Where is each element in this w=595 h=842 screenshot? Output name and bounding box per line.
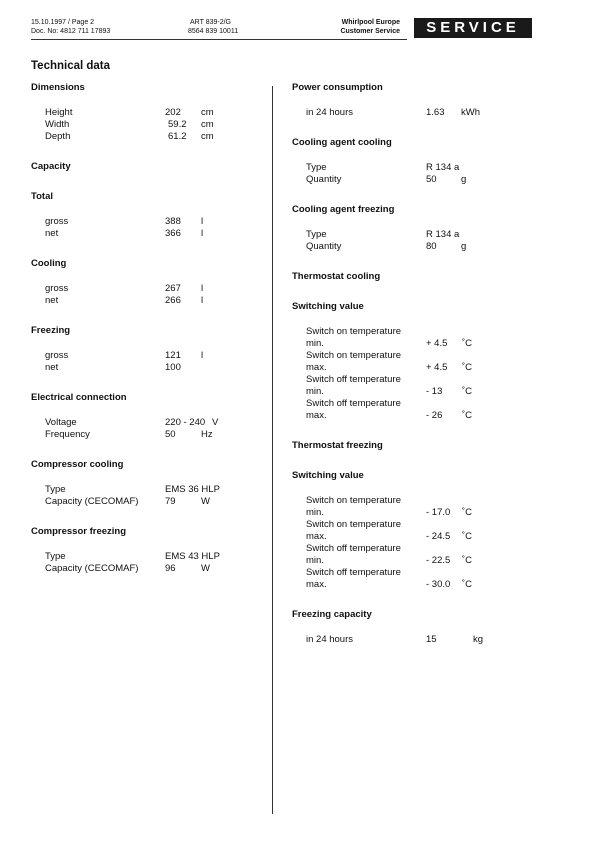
- section-power-heading: Power consumption: [292, 82, 383, 93]
- header-rule: [31, 39, 407, 40]
- spec-value: 100: [165, 362, 181, 373]
- spec-unit: Hz: [201, 429, 213, 440]
- section-electrical-heading: Electrical connection: [31, 392, 127, 403]
- spec-label: max.: [306, 531, 327, 542]
- spec-label: net: [45, 228, 59, 239]
- header-art-code: 8564 839 10011: [188, 28, 239, 35]
- spec-label: Width: [45, 119, 70, 130]
- spec-value: 61.2: [168, 131, 187, 142]
- spec-label: max.: [306, 362, 327, 373]
- spec-label: max.: [306, 410, 327, 421]
- spec-label: Type: [306, 229, 327, 240]
- spec-value: + 4.5: [426, 338, 448, 349]
- spec-unit: ˚C: [462, 338, 473, 349]
- spec-value: 96: [165, 563, 176, 574]
- section-switching-freezing-heading: Switching value: [292, 470, 364, 481]
- spec-unit: l: [201, 216, 204, 227]
- spec-value: - 17.0: [426, 507, 451, 518]
- spec-unit: V: [212, 417, 219, 428]
- spec-unit: W: [201, 496, 210, 507]
- spec-label: Switch off temperature: [306, 374, 401, 385]
- spec-value: R 134 a: [426, 162, 460, 173]
- spec-label: Switch off temperature: [306, 543, 401, 554]
- spec-unit: g: [461, 174, 467, 185]
- spec-unit: kg: [473, 634, 484, 645]
- spec-value: EMS 43 HLP: [165, 551, 220, 562]
- spec-value: 202: [165, 107, 181, 118]
- spec-label: Switch on temperature: [306, 495, 402, 506]
- spec-unit: cm: [201, 107, 214, 118]
- spec-label: in 24 hours: [306, 634, 354, 645]
- spec-unit: kWh: [461, 107, 480, 118]
- spec-label: gross: [45, 350, 69, 361]
- spec-value: R 134 a: [426, 229, 460, 240]
- spec-value: EMS 36 HLP: [165, 484, 220, 495]
- section-thermostat-freezing-heading: Thermostat freezing: [292, 440, 383, 451]
- column-divider: [272, 86, 273, 814]
- spec-unit: cm: [201, 119, 214, 130]
- spec-value: 220 - 240: [165, 417, 206, 428]
- spec-value: 50: [165, 429, 176, 440]
- spec-unit: l: [201, 295, 204, 306]
- spec-label: min.: [306, 386, 324, 397]
- spec-label: Frequency: [45, 429, 90, 440]
- spec-label: Quantity: [306, 174, 342, 185]
- header-doc-number: Doc. No: 4812 711 17893: [31, 28, 111, 35]
- spec-label: Switch on temperature: [306, 350, 402, 361]
- spec-value: - 22.5: [426, 555, 451, 566]
- spec-label: Type: [45, 551, 66, 562]
- spec-value: + 4.5: [426, 362, 448, 373]
- spec-unit: ˚C: [462, 555, 473, 566]
- spec-label: Quantity: [306, 241, 342, 252]
- spec-value: 15: [426, 634, 437, 645]
- section-freezing-heading: Freezing: [31, 325, 71, 336]
- spec-value: 59.2: [168, 119, 187, 130]
- spec-label: Depth: [45, 131, 71, 142]
- spec-value: 388: [165, 216, 181, 227]
- spec-unit: ˚C: [462, 531, 473, 542]
- spec-unit: l: [201, 283, 204, 294]
- spec-label: Height: [45, 107, 73, 118]
- service-badge-text: SERVICE: [426, 19, 520, 36]
- section-dimensions-heading: Dimensions: [31, 82, 85, 93]
- header-department: Customer Service: [340, 28, 400, 35]
- spec-unit: ˚C: [462, 410, 473, 421]
- section-agent-freezing-heading: Cooling agent freezing: [292, 204, 395, 215]
- spec-value: 121: [165, 350, 181, 361]
- section-agent-cooling-heading: Cooling agent cooling: [292, 137, 392, 148]
- section-capacity-heading: Capacity: [31, 161, 71, 172]
- spec-label: gross: [45, 216, 69, 227]
- section-freezing-capacity-heading: Freezing capacity: [292, 609, 372, 620]
- section-compressor-freezing-heading: Compressor freezing: [31, 526, 127, 537]
- spec-unit: l: [201, 350, 204, 361]
- spec-label: gross: [45, 283, 69, 294]
- spec-label: Switch on temperature: [306, 519, 402, 530]
- section-thermostat-cooling-heading: Thermostat cooling: [292, 271, 381, 282]
- section-cooling-heading: Cooling: [31, 258, 67, 269]
- spec-label: Voltage: [45, 417, 77, 428]
- spec-unit: ˚C: [462, 507, 473, 518]
- section-total-heading: Total: [31, 191, 53, 202]
- service-badge: [414, 18, 532, 38]
- spec-unit: l: [201, 228, 204, 239]
- spec-value: 1.63: [426, 107, 445, 118]
- spec-unit: cm: [201, 131, 214, 142]
- spec-value: 50: [426, 174, 437, 185]
- spec-value: 266: [165, 295, 181, 306]
- spec-unit: ˚C: [462, 579, 473, 590]
- spec-value: 267: [165, 283, 181, 294]
- spec-label: Capacity (CECOMAF): [45, 563, 139, 574]
- spec-label: Capacity (CECOMAF): [45, 496, 139, 507]
- spec-label: Switch on temperature: [306, 326, 402, 337]
- spec-label: net: [45, 295, 59, 306]
- spec-label: in 24 hours: [306, 107, 354, 118]
- spec-value: - 24.5: [426, 531, 451, 542]
- section-switching-cooling-heading: Switching value: [292, 301, 364, 312]
- spec-label: Type: [306, 162, 327, 173]
- header-art: ART 839-2/G: [190, 19, 231, 26]
- spec-label: net: [45, 362, 59, 373]
- header-company: Whirlpool Europe: [341, 19, 400, 26]
- spec-unit: ˚C: [462, 386, 473, 397]
- spec-value: - 13: [426, 386, 443, 397]
- spec-unit: ˚C: [462, 362, 473, 373]
- spec-label: min.: [306, 338, 324, 349]
- spec-unit: W: [201, 563, 210, 574]
- spec-value: 79: [165, 496, 176, 507]
- spec-label: min.: [306, 555, 324, 566]
- spec-value: 80: [426, 241, 437, 252]
- spec-value: - 30.0: [426, 579, 451, 590]
- header-date-page: 15.10.1997 / Page 2: [31, 19, 95, 26]
- page-title: Technical data: [31, 60, 111, 72]
- spec-label: max.: [306, 579, 327, 590]
- spec-value: 366: [165, 228, 181, 239]
- section-compressor-cooling-heading: Compressor cooling: [31, 459, 124, 470]
- spec-label: Switch off temperature: [306, 567, 401, 578]
- spec-unit: g: [461, 241, 467, 252]
- spec-label: Type: [45, 484, 66, 495]
- spec-label: min.: [306, 507, 324, 518]
- spec-value: - 26: [426, 410, 443, 421]
- spec-label: Switch off temperature: [306, 398, 401, 409]
